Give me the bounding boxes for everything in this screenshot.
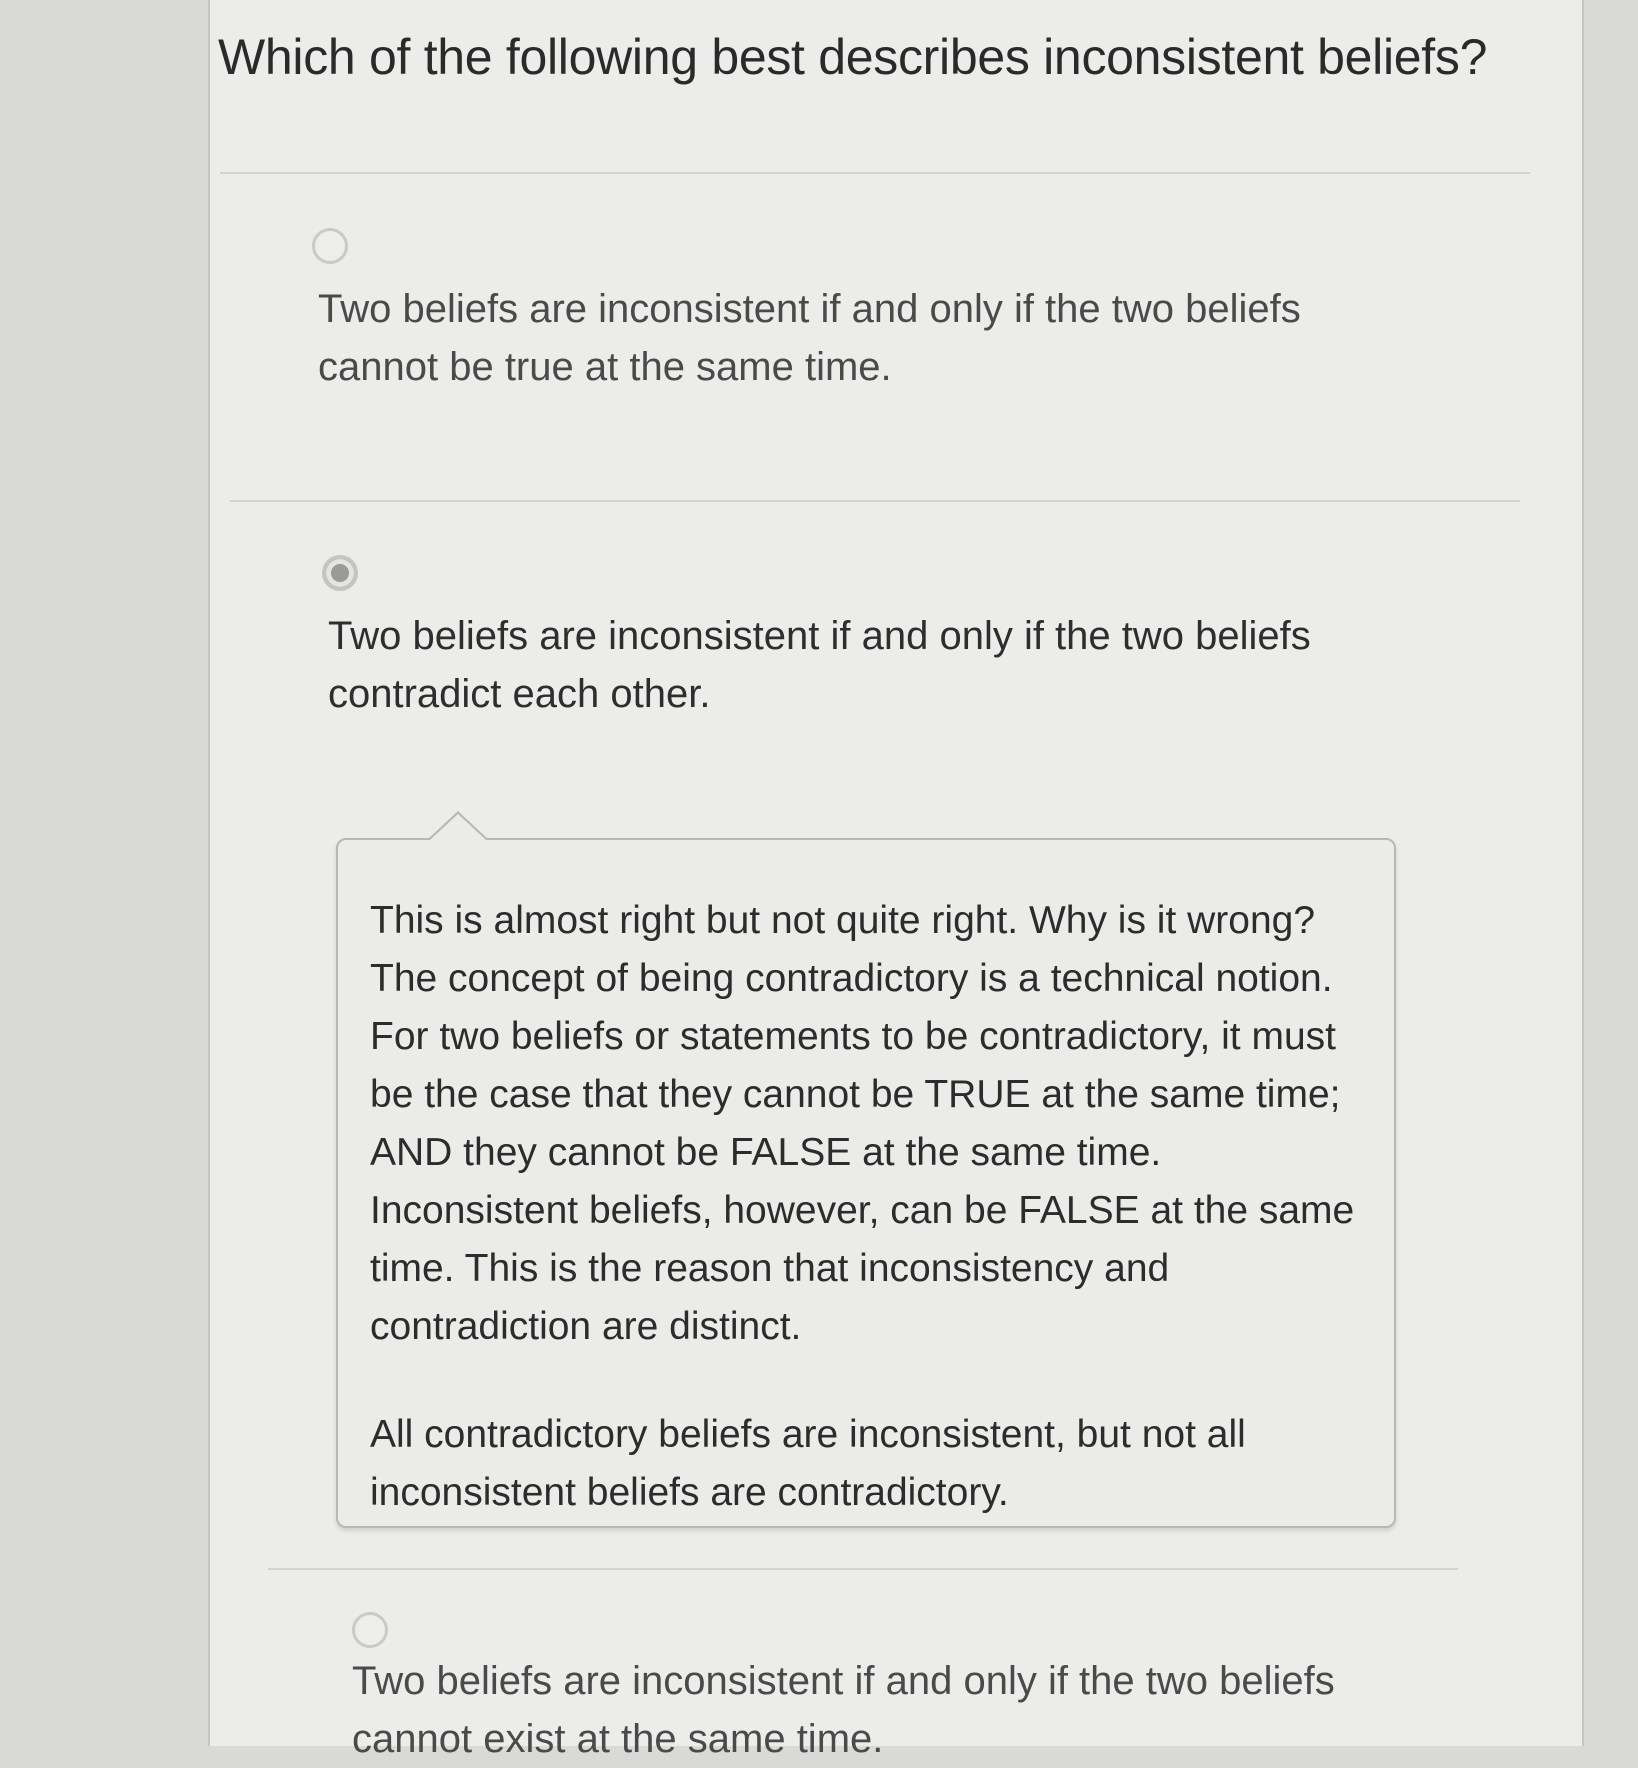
divider: [230, 500, 1520, 502]
question-title: Which of the following best describes inconsistent beliefs?: [218, 29, 1488, 85]
answer-option-3-text: Two beliefs are inconsistent if and only if the two beliefs cannot exist at the same time.: [352, 1659, 1335, 1761]
feedback-box: [336, 838, 1396, 1528]
answer-option-1-text: Two beliefs are inconsistent if and only if the two beliefs cannot be true at the same time.: [318, 287, 1301, 389]
feedback-paragraph-2: All contradictory beliefs are inconsistent, but not all inconsistent beliefs are contradictory.: [370, 1413, 1246, 1514]
radio-button-option-3[interactable]: [352, 1612, 388, 1648]
answer-option-3[interactable]: [210, 1612, 1586, 1761]
quiz-page: [208, 0, 1584, 1761]
answer-option-2[interactable]: [210, 555, 1586, 716]
divider: [220, 172, 1530, 174]
feedback-pointer: [428, 811, 488, 839]
answer-option-2-text: Two beliefs are inconsistent if and only if the two beliefs contradict each other.: [328, 614, 1311, 716]
answer-option-1[interactable]: [210, 228, 1586, 428]
divider: [268, 1568, 1458, 1570]
feedback-paragraph-1: This is almost right but not quite right. Why is it wrong? The concept of being contradictory is a technical notion. For two beliefs or statements to be contradictory, it must be the case that they cannot be TRUE at the same time; AND they cannot be FALSE at the same time. Inconsistent beliefs, however, can be FALSE at the same time. This is the reason that inconsistency and contradiction are distinct.: [370, 899, 1355, 1348]
radio-button-option-2[interactable]: [322, 555, 358, 591]
radio-button-option-1[interactable]: [312, 228, 348, 264]
